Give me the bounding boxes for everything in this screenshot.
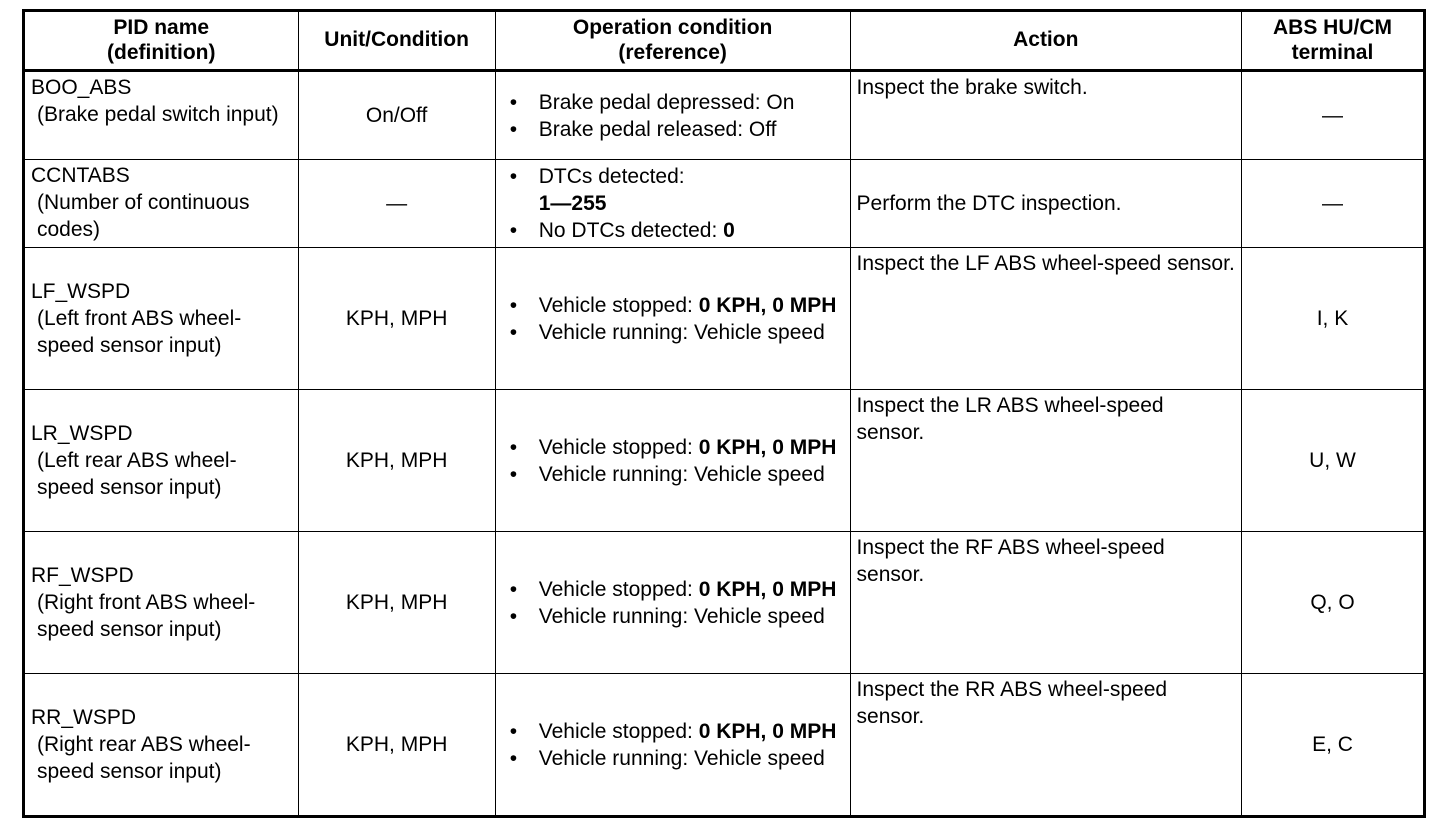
terminal-cell: — (1241, 71, 1424, 160)
operation-cell (495, 71, 850, 160)
terminal-cell: E, C (1241, 674, 1424, 817)
condition-item: • Brake pedal released: Off (506, 116, 844, 143)
pid-definition: (Left front ABS wheel-speed sensor input) (37, 307, 242, 357)
pid-table-sheet (22, 9, 1426, 818)
unit-cell: KPH, MPH (298, 674, 495, 817)
header-row (24, 11, 1425, 71)
pid-cell (24, 160, 299, 248)
condition-item: • DTCs detected: 1—255 (506, 163, 844, 217)
action-cell: Inspect the LR ABS wheel-speed sensor. (850, 390, 1241, 532)
action-cell: Perform the DTC inspection. (850, 160, 1241, 248)
table-row (24, 390, 1425, 532)
header-action: Action (850, 11, 1241, 71)
pid-table (22, 9, 1426, 818)
terminal-cell: Q, O (1241, 532, 1424, 674)
operation-cell (495, 160, 850, 248)
pid-definition: (Right rear ABS wheel-speed sensor input) (37, 733, 251, 783)
terminal-cell: — (1241, 160, 1424, 248)
pid-definition: (Left rear ABS wheel-speed sensor input) (37, 449, 237, 499)
table-row (24, 532, 1425, 674)
condition-item: • Brake pedal depressed: On (506, 89, 844, 116)
condition-item: • Vehicle stopped: 0 KPH, 0 MPH (506, 718, 844, 745)
table-row (24, 160, 1425, 248)
pid-name: BOO_ABS (31, 76, 132, 99)
condition-item: • Vehicle stopped: 0 KPH, 0 MPH (506, 434, 844, 461)
pid-definition: (Right front ABS wheel-speed sensor input) (37, 591, 256, 641)
condition-item: • Vehicle running: Vehicle speed (506, 745, 844, 772)
pid-name: RR_WSPD (31, 706, 137, 729)
action-cell: Inspect the RF ABS wheel-speed sensor. (850, 532, 1241, 674)
pid-name: LR_WSPD (31, 422, 133, 445)
unit-cell: On/Off (298, 71, 495, 160)
pid-name: LF_WSPD (31, 280, 131, 303)
action-cell: Inspect the RR ABS wheel-speed sensor. (850, 674, 1241, 817)
condition-item: • No DTCs detected: 0 (506, 217, 844, 244)
condition-item: • Vehicle running: Vehicle speed (506, 603, 844, 630)
pid-cell (24, 674, 299, 817)
table-row (24, 71, 1425, 160)
pid-cell (24, 71, 299, 160)
condition-item: • Vehicle running: Vehicle speed (506, 319, 844, 346)
table-row (24, 248, 1425, 390)
operation-cell (495, 248, 850, 390)
header-operation: Operation condition (reference) (495, 11, 850, 71)
terminal-cell: U, W (1241, 390, 1424, 532)
pid-name: RF_WSPD (31, 564, 134, 587)
condition-item: • Vehicle stopped: 0 KPH, 0 MPH (506, 576, 844, 603)
pid-definition: (Brake pedal switch input) (37, 103, 279, 126)
condition-item: • Vehicle stopped: 0 KPH, 0 MPH (506, 292, 844, 319)
pid-cell (24, 248, 299, 390)
pid-definition: (Number of continuous codes) (37, 191, 250, 241)
header-pid: PID name (definition) (24, 11, 299, 71)
unit-cell: KPH, MPH (298, 390, 495, 532)
terminal-cell: I, K (1241, 248, 1424, 390)
operation-cell (495, 674, 850, 817)
pid-cell (24, 390, 299, 532)
table-row (24, 674, 1425, 817)
pid-cell (24, 532, 299, 674)
action-cell: Inspect the LF ABS wheel-speed sensor. (850, 248, 1241, 390)
header-unit: Unit/Condition (298, 11, 495, 71)
operation-cell (495, 532, 850, 674)
action-cell: Inspect the brake switch. (850, 71, 1241, 160)
unit-cell: KPH, MPH (298, 532, 495, 674)
unit-cell: — (298, 160, 495, 248)
pid-name: CCNTABS (31, 164, 130, 187)
operation-cell (495, 390, 850, 532)
unit-cell: KPH, MPH (298, 248, 495, 390)
condition-item: • Vehicle running: Vehicle speed (506, 461, 844, 488)
header-terminal: ABS HU/CM terminal (1241, 11, 1424, 71)
